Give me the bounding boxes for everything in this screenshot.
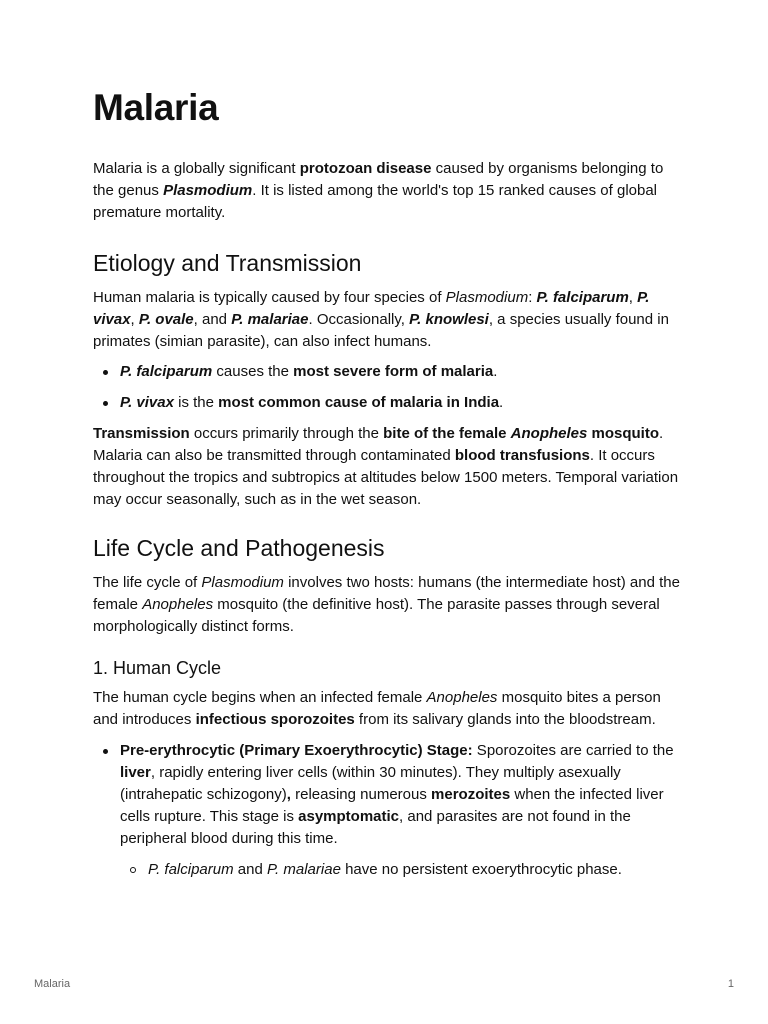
sub-italic-2: P. malariae <box>266 861 341 878</box>
etiology-p1-text-6: . Occasionally, <box>308 311 410 328</box>
stage-bold-liver: liver <box>120 764 151 781</box>
etiology-p1-species-1: P. falciparum <box>536 289 629 306</box>
etiology-p2-bold-2: bite of the female <box>383 425 511 442</box>
footer-label: Malaria <box>34 978 71 990</box>
bullet-bold: most severe form of malaria <box>293 363 494 380</box>
etiology-p2-text-2: . Malaria can also be transmitted through contaminated <box>93 425 664 464</box>
stage-text-2: , rapidly entering liver cells (within 30 minutes). They multiply asexually (intrahepatic schizogony) <box>120 764 621 803</box>
etiology-p1-text-5: , and <box>193 311 232 328</box>
etiology-p1-text-1: Human malaria is typically caused by four species of <box>93 289 446 306</box>
bullet-bold: most common cause of malaria in India <box>218 394 500 411</box>
etiology-p2-text-1: occurs primarily through the <box>189 425 384 442</box>
sub-text-1: and <box>233 861 267 878</box>
lifecycle-paragraph <box>93 572 683 638</box>
etiology-bullet-list <box>93 361 683 414</box>
etiology-p1-species-5: P. knowlesi <box>409 311 489 328</box>
page-title: Malaria <box>93 87 219 128</box>
etiology-p1-text-2: : <box>528 289 537 306</box>
human-cycle-bullet-list <box>93 740 683 881</box>
stage-label: Pre-erythrocytic (Primary Exoerythrocytic) Stage: <box>120 742 473 759</box>
bullet-end: . <box>499 394 504 411</box>
stage-bold-comma: , <box>286 786 291 803</box>
sub-text-2: have no persistent exoerythrocytic phase. <box>340 861 622 878</box>
etiology-p1-text-3: , <box>628 289 638 306</box>
etiology-p2-bold-3: mosquito <box>587 425 660 442</box>
intro-text-2: caused by organisms belonging to the genus <box>93 160 664 199</box>
etiology-p1-text-7: , a species usually found in primates (simian parasite), can also infect humans. <box>93 311 669 350</box>
intro-bold-italic-1: Plasmodium <box>163 182 253 199</box>
list-item <box>93 740 683 881</box>
list-item <box>93 392 683 414</box>
etiology-paragraph-2 <box>93 423 683 511</box>
lifecycle-text-1: The life cycle of <box>93 574 202 591</box>
etiology-p2-bold-italic-1: Anopheles <box>510 425 588 442</box>
section-heading-lifecycle: Life Cycle and Pathogenesis <box>93 535 385 561</box>
human-cycle-italic-1: Anopheles <box>426 689 498 706</box>
bullet-end: . <box>493 363 498 380</box>
lifecycle-italic-2: Anopheles <box>142 596 214 613</box>
etiology-p2-bold-1: Transmission <box>93 425 190 442</box>
intro-text-1: Malaria is a globally significant <box>93 160 300 177</box>
etiology-p1-species-2: P. vivax <box>93 289 650 328</box>
stage-bold-merozoites: merozoites <box>431 786 511 803</box>
page-number: 1 <box>727 978 734 990</box>
bullet-text: causes the <box>212 363 294 380</box>
stage-text-4: when the infected liver cells rupture. This stage is <box>120 786 664 825</box>
sub-bullet-list <box>120 859 683 881</box>
etiology-p1-species-4: P. malariae <box>231 311 309 328</box>
etiology-p2-bold-4: blood transfusions <box>454 447 590 464</box>
stage-text-3: releasing numerous <box>290 786 432 803</box>
lifecycle-text-3: mosquito (the definitive host). The parasite passes through several morphologically distinct forms. <box>93 596 660 635</box>
stage-bold-asymptomatic: asymptomatic <box>298 808 400 825</box>
etiology-paragraph-1 <box>93 287 683 353</box>
subsection-heading-human-cycle: 1. Human Cycle <box>93 658 222 678</box>
stage-text-1: Sporozoites are carried to the <box>472 742 674 759</box>
etiology-p1-italic-1: Plasmodium <box>445 289 529 306</box>
bullet-text: is the <box>173 394 219 411</box>
human-cycle-paragraph <box>93 687 683 731</box>
bullet-species: P. falciparum <box>120 363 213 380</box>
list-item <box>93 361 683 383</box>
etiology-p1-text-4: , <box>130 311 139 328</box>
lifecycle-text-2: involves two hosts: humans (the intermediate host) and the female <box>93 574 680 613</box>
intro-text-3: . It is listed among the world's top 15 ranked causes of global premature mortality. <box>93 182 658 221</box>
intro-bold-1: protozoan disease <box>299 160 432 177</box>
human-cycle-text-3: from its salivary glands into the bloodstream. <box>354 711 656 728</box>
human-cycle-text-2: mosquito bites a person and introduces <box>93 689 661 728</box>
bullet-species: P. vivax <box>120 394 174 411</box>
etiology-p1-species-3: P. ovale <box>138 311 194 328</box>
human-cycle-bold-1: infectious sporozoites <box>195 711 355 728</box>
human-cycle-text-1: The human cycle begins when an infected female <box>93 689 427 706</box>
document-page <box>93 84 683 881</box>
sub-italic-1: P. falciparum <box>148 861 234 878</box>
section-heading-etiology: Etiology and Transmission <box>93 250 362 276</box>
intro-paragraph <box>93 158 683 224</box>
etiology-p2-text-3: . It occurs throughout the tropics and subtropics at altitudes below 1500 meters. Temporal variation may occur seasonally, such as in the wet season. <box>93 447 679 508</box>
sub-list-item <box>120 859 683 881</box>
lifecycle-italic-1: Plasmodium <box>201 574 284 591</box>
stage-text-5: , and parasites are not found in the peripheral blood during this time. <box>120 808 631 847</box>
